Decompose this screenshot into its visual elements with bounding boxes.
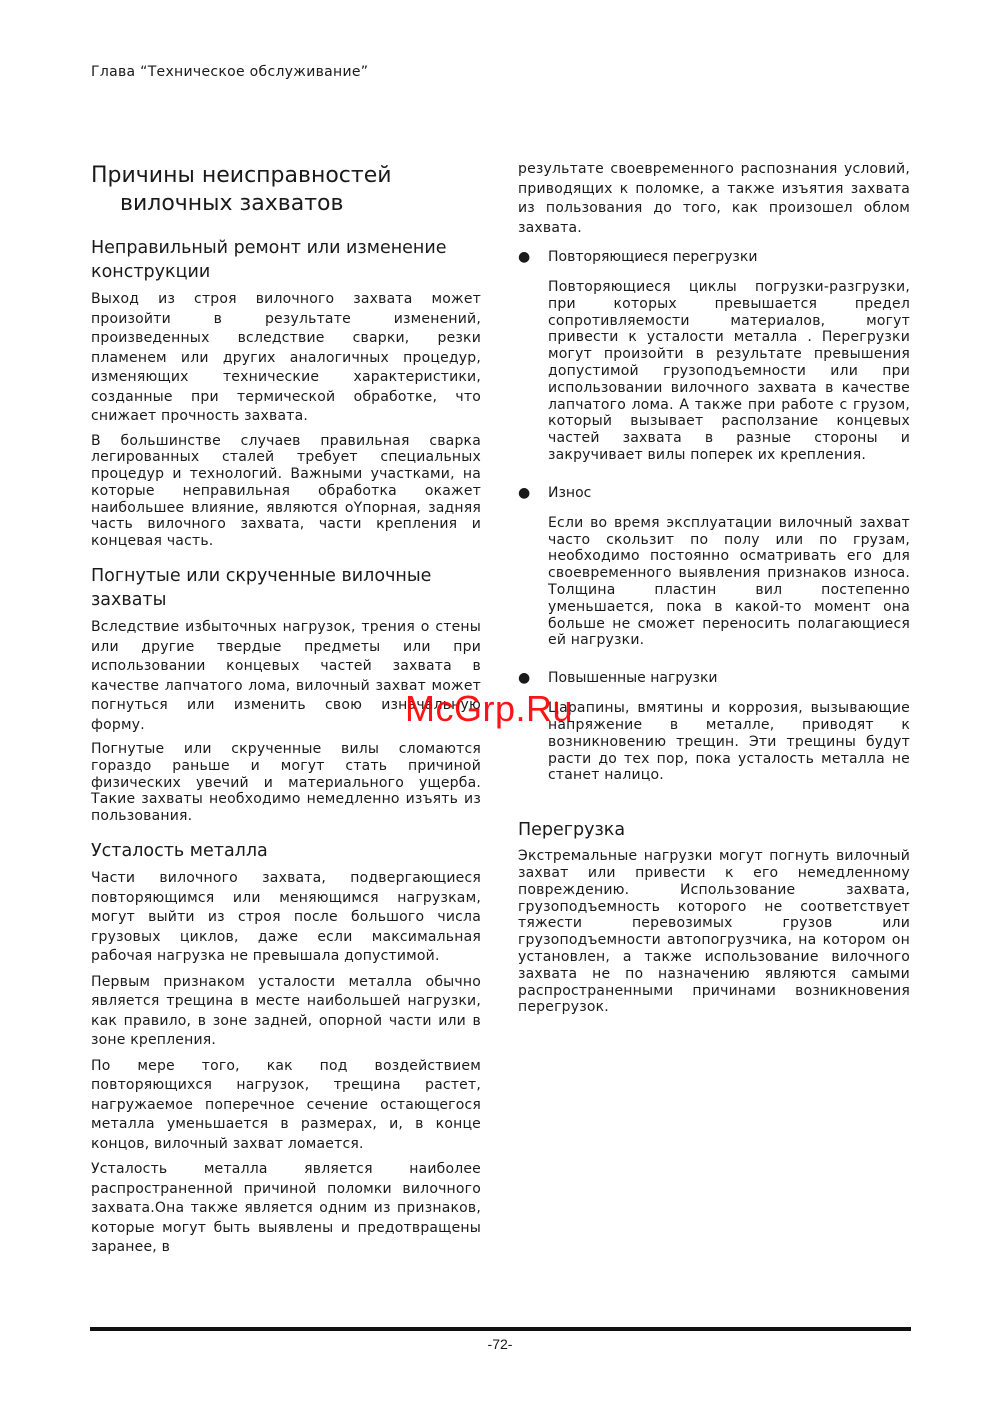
bullet-title: Повторяющиеся перегрузки: [548, 249, 758, 265]
paragraph: Если во время эксплуатации вилочный захват часто скользит по полу или по грузам, необходимо постоянно осматривать его для своевременного выявления признаков износа. Толщина пластин вил постепенно уменьшается, пока в какой-то момент она больше не сможет переносить полагающиеся ей нагрузки.: [548, 514, 910, 649]
bullet-title: Повышенные нагрузки: [548, 670, 718, 687]
footer-rule: [90, 1327, 911, 1331]
chapter-header: Глава “Техническое обслуживание”: [91, 64, 369, 80]
bullet-icon: ●: [518, 249, 531, 265]
bullet-wear: [518, 484, 910, 503]
paragraph-continued: результате своевременного распознания условий, приводящих к поломке, а также изъятия захвата из пользования до того, как произошел облом захвата.: [518, 161, 910, 236]
paragraph: Экстремальные нагрузки могут погнуть вилочный захват или привести к его немедленному повреждению. Использование захвата, грузоподъемность которого не соответствует тяжести перевозимых грузов или грузоподъемности автопогрузчика, на котором он установлен, а также использование вилочного захвата не по назначению являются самыми распространенными причинами возникновения перегрузок.: [518, 848, 910, 1016]
page-title-line2: вилочных захватов: [120, 191, 344, 216]
paragraph: Первым признаком усталости металла обычно является трещина в месте наибольшей нагрузки, как правило, в зоне задней, опорной части или в зоне крепления.: [91, 973, 481, 1049]
bullet-icon: ●: [518, 484, 531, 501]
paragraph: В большинстве случаев правильная сварка легированных сталей требует специальных процедур и технологий. Важными участками, на которые неправильная обработка окажет наибольшее влияние, являются оYпорная, задняя часть вилочного захвата, части крепления и концевая часть.: [91, 432, 481, 550]
paragraph: Повторяющиеся циклы погрузки-разгрузки, при которых превышается предел сопротивляемости материалов, могут привести к усталости металла . Перегрузки могут произойти в результате превышения допустимой грузоподъемности или при использовании вилочного захвата в качестве лапчатого лома. А также при работе с грузом, который вызывает расползание концевых частей захвата в разные стороны и закручивает вилы поперек их крепления.: [548, 279, 910, 463]
section-heading: Усталость металла: [91, 841, 268, 862]
section-heading: Погнутые или скрученные вилочные захваты: [91, 566, 432, 611]
paragraph: Вследствие избыточных нагрузок, трения о стены или другие твердые предметы или при использовании концевых частей захвата в качестве лапчатого лома, вилочный захват может погнуться или изменить свою изначальную форму.: [91, 619, 481, 733]
paragraph: Части вилочного захвата, подвергающиеся повторяющимся или меняющимся нагрузкам, могут выйти из строя после большого числа грузовых циклов, даже если максимальная рабочая нагрузка не превышала допустимой.: [91, 870, 481, 965]
section-heading: Неправильный ремонт или изменение конструкции: [91, 238, 447, 282]
paragraph: Царапины, вмятины и коррозия, вызывающие напряжение в металле, приводят к возникновению трещин. Эти трещины будут расти до тех пор, пока усталость металла не станет налицо.: [548, 700, 910, 784]
bullet-increased-loads: [518, 669, 910, 688]
page-title-line1: Причины неисправностей: [91, 163, 392, 188]
right-column: [518, 160, 910, 1030]
paragraph: По мере того, как под воздействием повторяющихся нагрузок, трещина растет, нагружаемое поперечное сечение остающегося металла уменьшается в размерах, и, в конце концов, вилочный захват ломается.: [91, 1057, 481, 1152]
section-metal-fatigue: [91, 839, 481, 1258]
paragraph: Усталость металла является наиболее распространенной причиной поломки вилочного захвата.Она также является одним из признаков, которые могут быть выявлены и предотвращены заранее, в: [91, 1161, 481, 1256]
bullet-repeated-overloads: [518, 248, 910, 267]
section-overload: [518, 818, 910, 1016]
page-title: [91, 162, 481, 218]
section-improper-repair: [91, 236, 481, 550]
bullet-title: Износ: [548, 484, 592, 501]
bullet-icon: ●: [518, 670, 531, 687]
paragraph: Погнутые или скрученные вилы сломаются гораздо раньше и могут стать причиной физических увечий и материального ущерба. Такие захваты необходимо немедленно изъять из пользования.: [91, 741, 481, 825]
page-number: -72-: [487, 1336, 513, 1352]
paragraph: Выход из строя вилочного захвата может произойти в результате изменений, произведенных вследствие сварки, резки пламенем или других аналогичных процедур, изменяющих технические характеристики, созданные при термической обработке, что снижает прочность захвата.: [91, 291, 481, 424]
watermark: McGrp.Ru: [405, 688, 574, 729]
section-heading: Перегрузка: [518, 820, 626, 841]
